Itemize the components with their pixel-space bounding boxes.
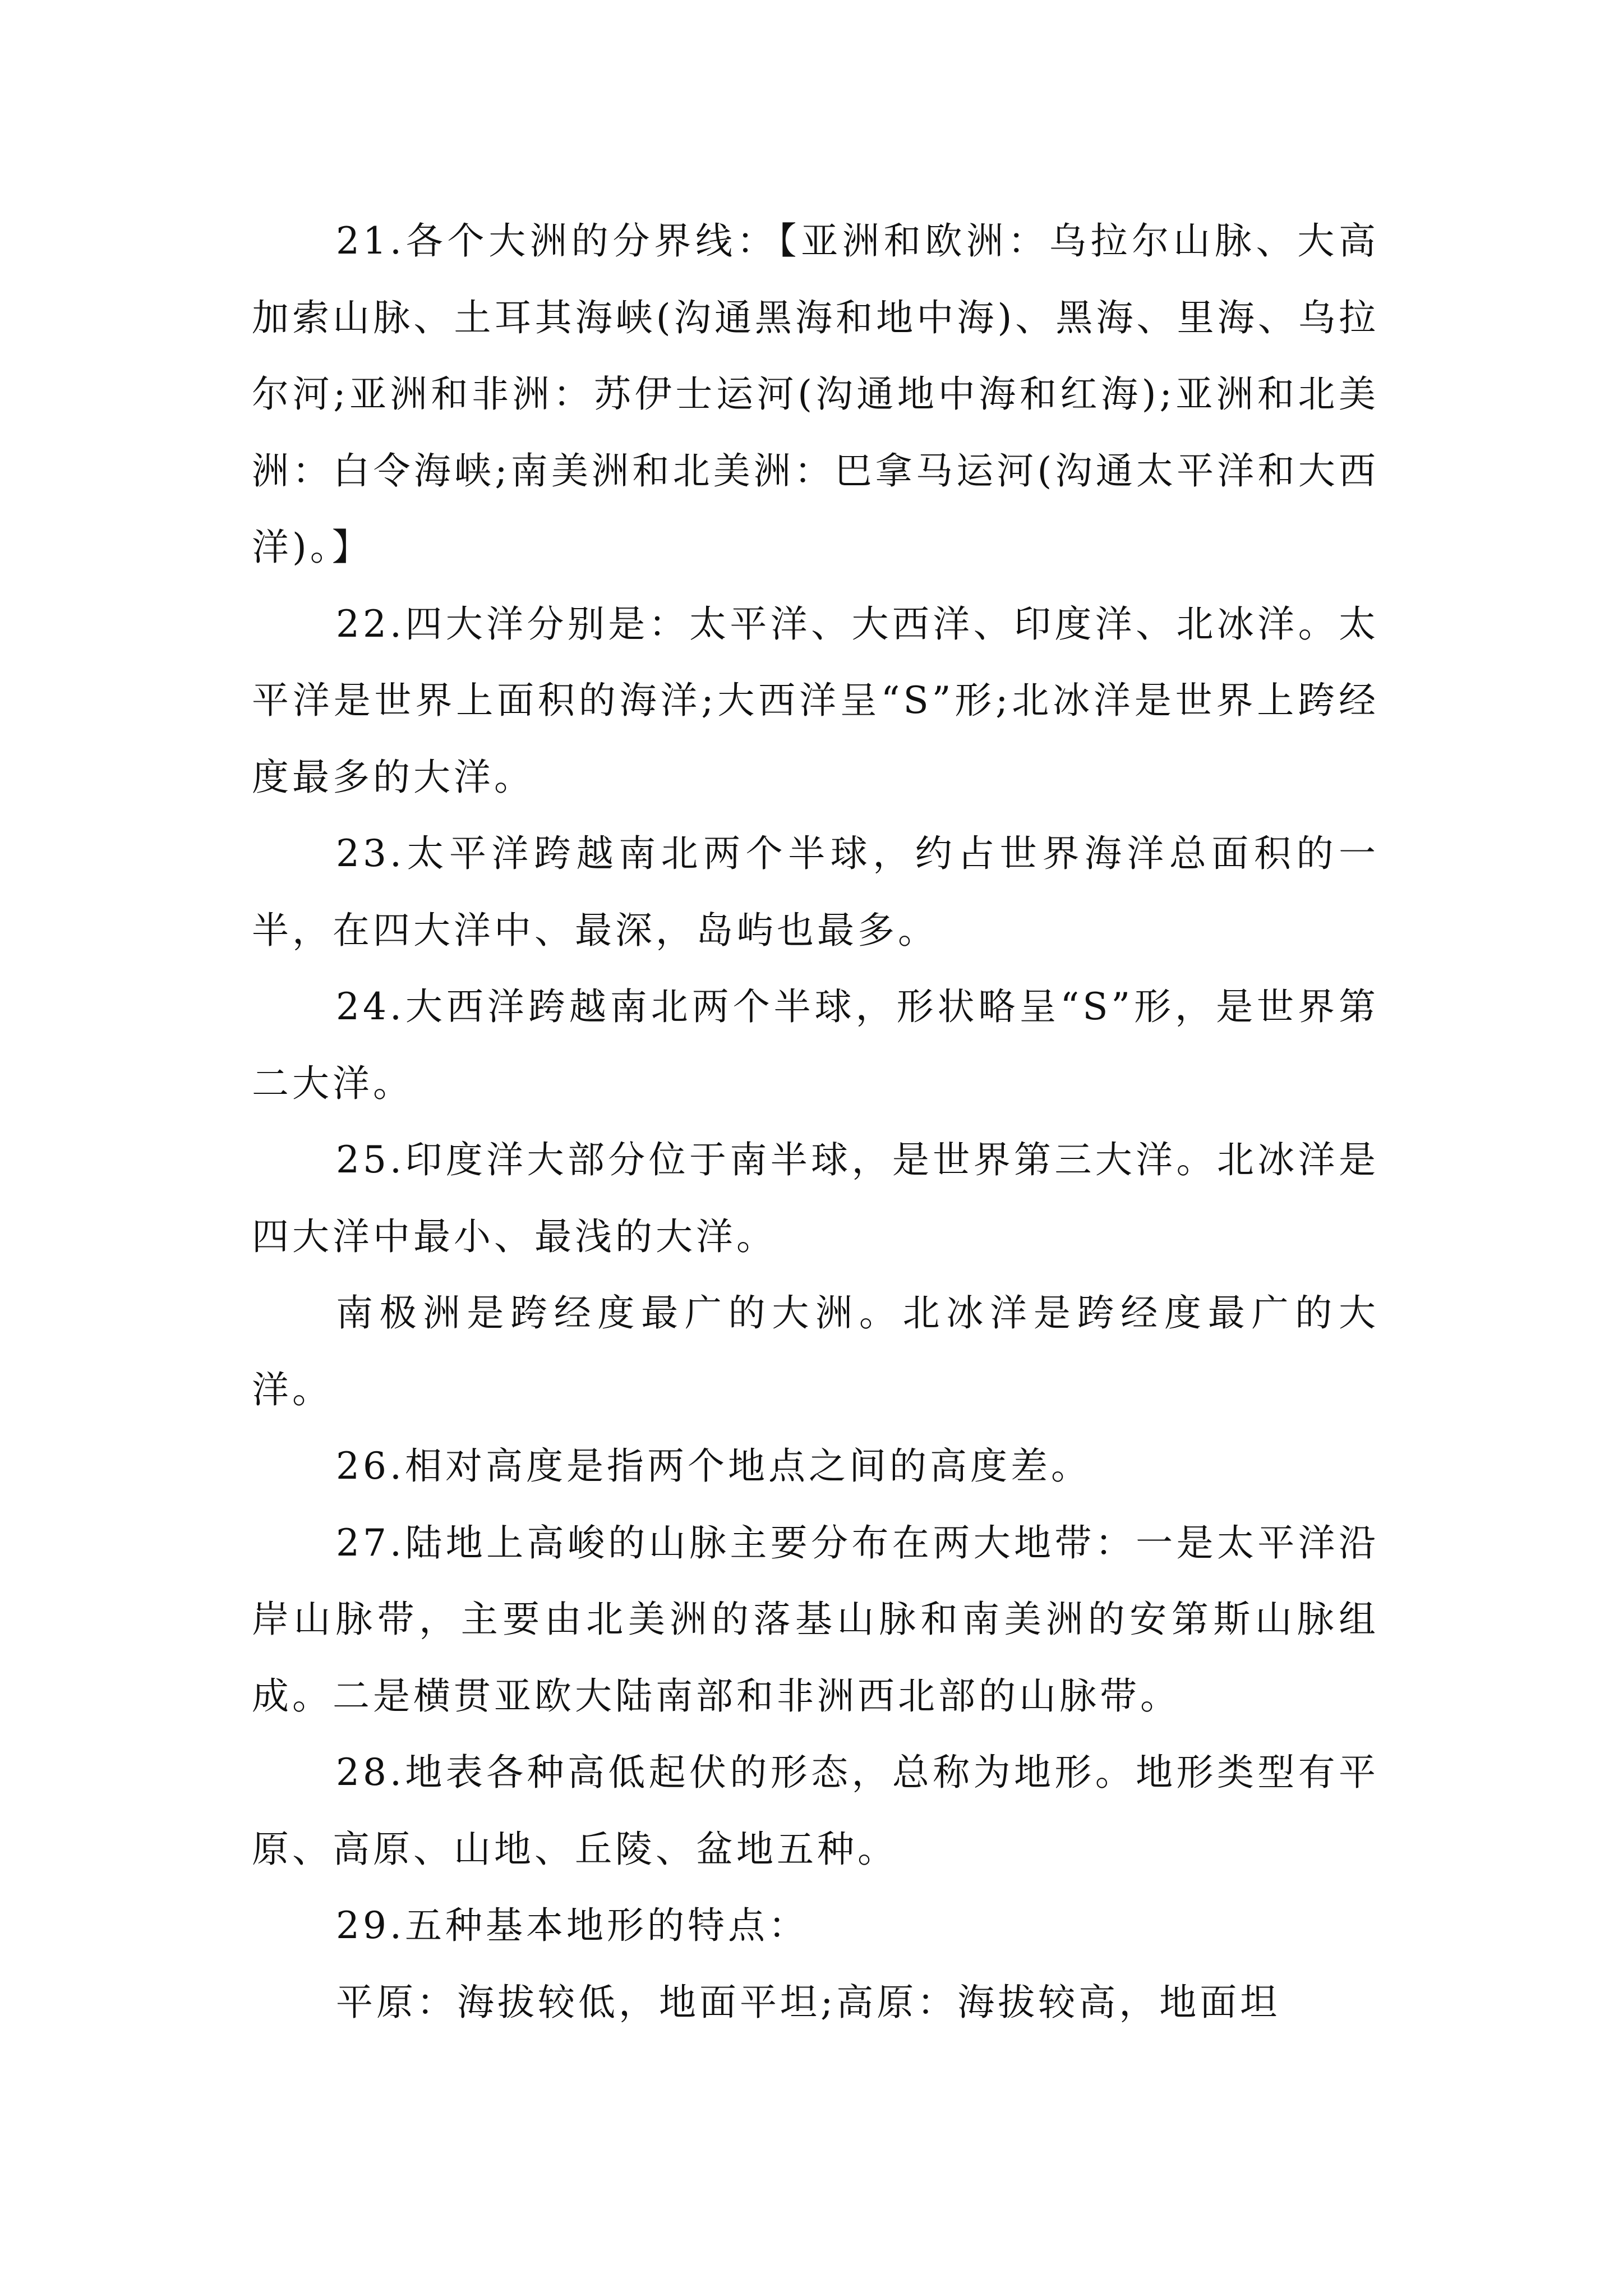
paragraph-23: 23.太平洋跨越南北两个半球，约占世界海洋总面积的一半，在四大洋中、最深，岛屿也最多。: [252, 832, 1379, 952]
paragraph-antarctica-note: 南极洲是跨经度最广的大洲。北冰洋是跨经度最广的大洋。: [252, 1291, 1379, 1411]
paragraph-22: 22.四大洋分别是：太平洋、大西洋、印度洋、北冰洋。太平洋是世界上面积的海洋;大西洋呈“S”形;北冰洋是世界上跨经度最多的大洋。: [252, 602, 1379, 799]
paragraph-28: 28.地表各种高低起伏的形态，总称为地形。地形类型有平原、高原、山地、丘陵、盆地五种。: [252, 1751, 1379, 1871]
paragraph-25: 25.印度洋大部分位于南半球，是世界第三大洋。北冰洋是四大洋中最小、最浅的大洋。: [252, 1138, 1379, 1258]
paragraph-27: 27.陆地上高峻的山脉主要分布在两大地带：一是太平洋沿岸山脉带，主要由北美洲的落基山脉和南美洲的安第斯山脉组成。二是横贯亚欧大陆南部和非洲西北部的山脉带。: [252, 1521, 1379, 1718]
paragraph-24: 24.大西洋跨越南北两个半球，形状略呈“S”形，是世界第二大洋。: [252, 985, 1379, 1105]
paragraph-21: 21.各个大洲的分界线：【亚洲和欧洲：乌拉尔山脉、大高加索山脉、土耳其海峡(沟通黑海和地中海)、黑海、里海、乌拉尔河;亚洲和非洲：苏伊士运河(沟通地中海和红海);亚洲和北美洲：白令海峡;南美洲和北美洲：巴拿马运河(沟通太平洋和大西洋)。】: [252, 219, 1379, 569]
paragraph-29: 29.五种基本地形的特点：: [336, 1904, 809, 1947]
paragraph-26: 26.相对高度是指两个地点之间的高度差。: [336, 1444, 1091, 1488]
document-body: [252, 203, 1379, 2041]
paragraph-landform-features: 平原：海拔较低，地面平坦;高原：海拔较高，地面坦: [336, 1980, 1281, 2024]
